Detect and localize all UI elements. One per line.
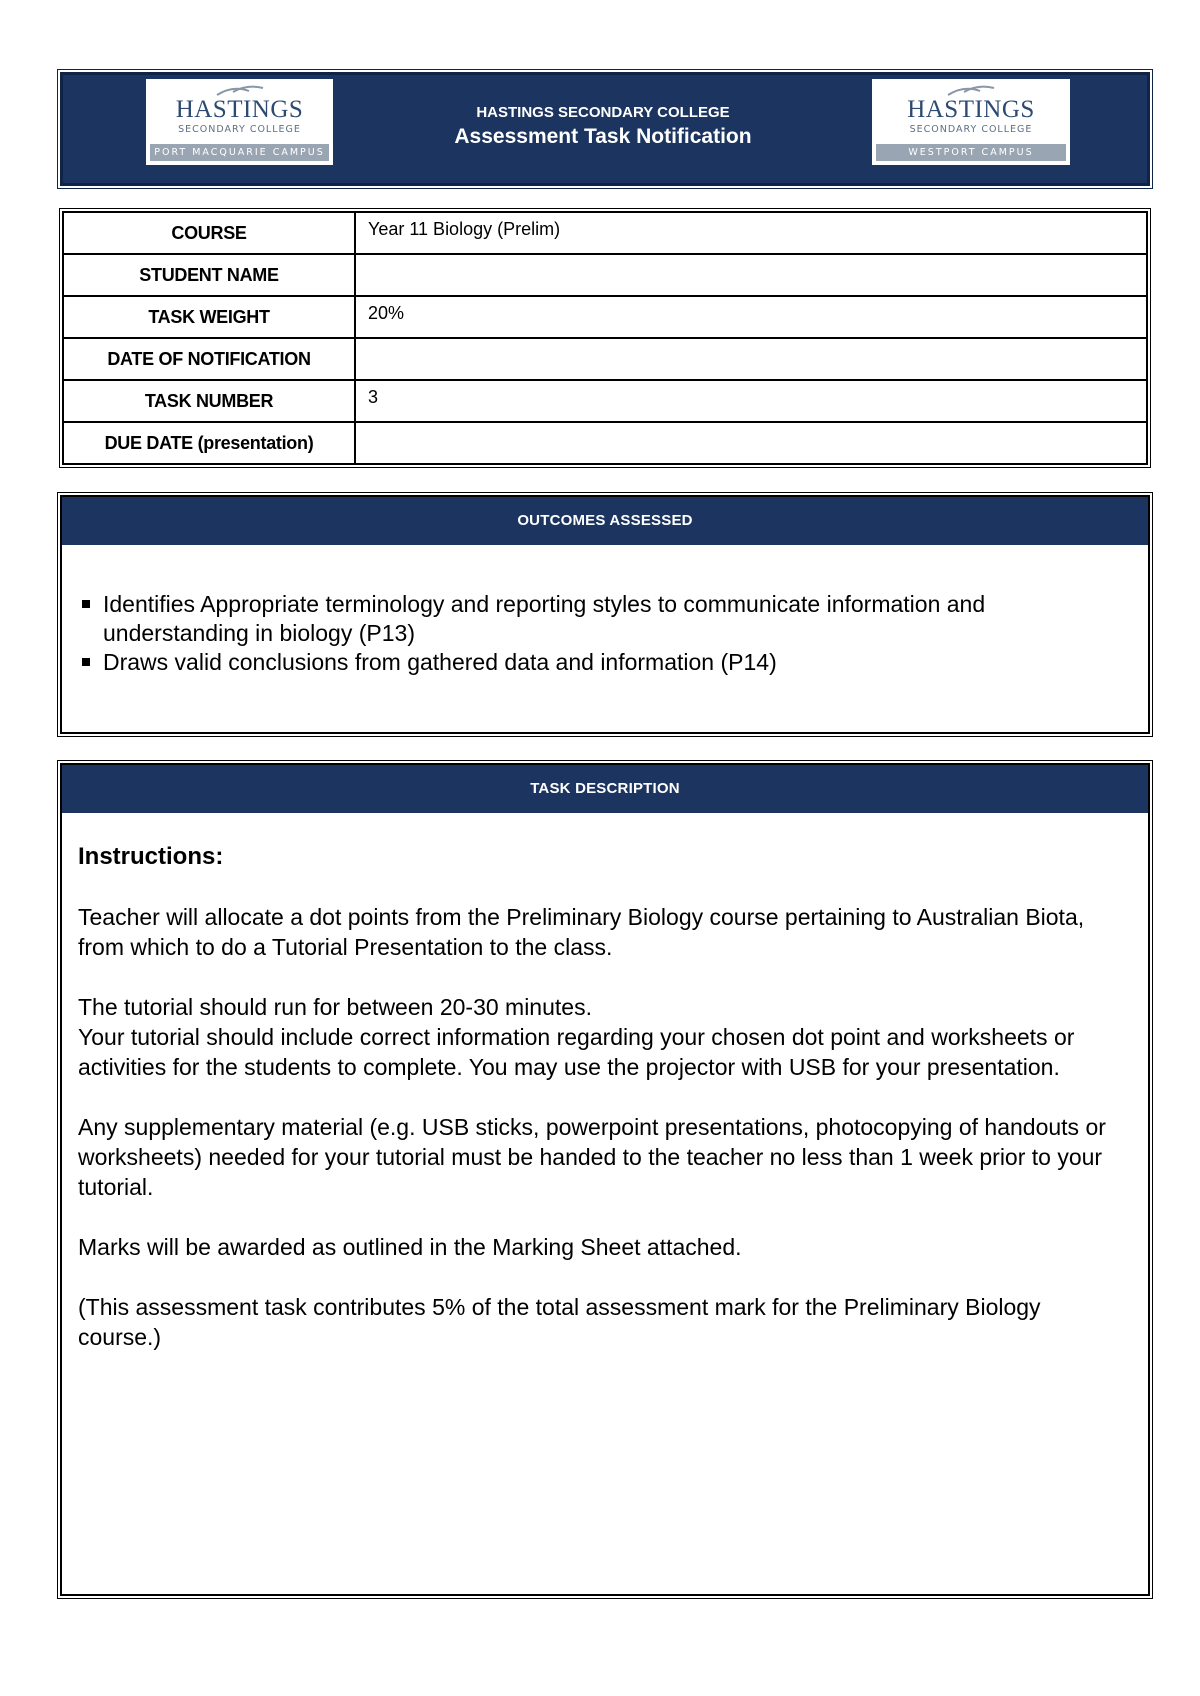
outcomes-heading: OUTCOMES ASSESSED [62, 497, 1148, 545]
paragraph: Teacher will allocate a dot points from the Preliminary Biology course pertaining to Australian Biota, from which to do a Tutorial Presentation to the class. [78, 904, 1085, 960]
student-name-label: STUDENT NAME [63, 254, 355, 296]
logo-campus: WESTPORT CAMPUS [876, 144, 1066, 161]
task-weight-value[interactable]: 20% [355, 296, 1147, 338]
task-weight-label: TASK WEIGHT [63, 296, 355, 338]
document-title: Assessment Task Notification [454, 125, 752, 148]
outcome-text: Draws valid conclusions from gathered data and information (P14) [103, 649, 777, 675]
school-name: HASTINGS SECONDARY COLLEGE [476, 104, 730, 121]
logo-subtitle: SECONDARY COLLEGE [178, 124, 301, 135]
paragraph: The tutorial should run for between 20-30 minutes. [78, 994, 592, 1020]
task-description-body [62, 813, 1148, 1352]
task-description-panel [60, 763, 1150, 1596]
student-name-field[interactable] [355, 254, 1147, 296]
task-description-heading: TASK DESCRIPTION [62, 765, 1148, 813]
logo-name: HASTINGS [907, 96, 1035, 123]
table-row [63, 254, 1147, 296]
logo-campus: PORT MACQUARIE CAMPUS [150, 144, 329, 161]
list-item [80, 590, 1124, 648]
task-info-table [62, 211, 1148, 465]
logo-name: HASTINGS [175, 96, 304, 123]
bullet-icon [82, 600, 90, 608]
course-value[interactable]: Year 11 Biology (Prelim) [355, 212, 1147, 254]
paragraph: (This assessment task contributes 5% of the total assessment mark for the Preliminary Biology course.) [78, 1294, 1041, 1350]
outcomes-panel [60, 495, 1150, 734]
instructions-title: Instructions: [78, 843, 224, 870]
logo-subtitle: SECONDARY COLLEGE [909, 124, 1033, 135]
task-number-label: TASK NUMBER [63, 380, 355, 422]
table-row [63, 380, 1147, 422]
due-date-label: DUE DATE (presentation) [63, 422, 355, 464]
table-row [63, 296, 1147, 338]
table-row [63, 212, 1147, 254]
port-macquarie-campus-logo [146, 79, 333, 165]
bullet-icon [82, 658, 90, 666]
date-of-notification-field[interactable] [355, 338, 1147, 380]
due-date-field[interactable] [355, 422, 1147, 464]
paragraph: Any supplementary material (e.g. USB sticks, powerpoint presentations, photocopying of handouts or worksheets) needed for your tutorial must be handed to the teacher no less than 1 week prior to your tutorial. [78, 1114, 1106, 1200]
table-row [63, 422, 1147, 464]
paragraph: Marks will be awarded as outlined in the Marking Sheet attached. [78, 1234, 742, 1260]
course-label: COURSE [63, 212, 355, 254]
header-banner [60, 72, 1150, 186]
table-row [63, 338, 1147, 380]
westport-campus-logo [872, 79, 1070, 165]
paragraph: Your tutorial should include correct information regarding your chosen dot point and worksheets or activities for the students to complete. You may use the projector with USB for your presentation. [78, 1024, 1075, 1080]
date-of-notification-label: DATE OF NOTIFICATION [63, 338, 355, 380]
list-item [80, 648, 1124, 677]
task-number-value[interactable]: 3 [355, 380, 1147, 422]
outcome-text: Identifies Appropriate terminology and reporting styles to communicate information and understanding in biology (P13) [103, 591, 986, 646]
outcomes-list [62, 545, 1148, 677]
banner-title-block [353, 103, 853, 151]
